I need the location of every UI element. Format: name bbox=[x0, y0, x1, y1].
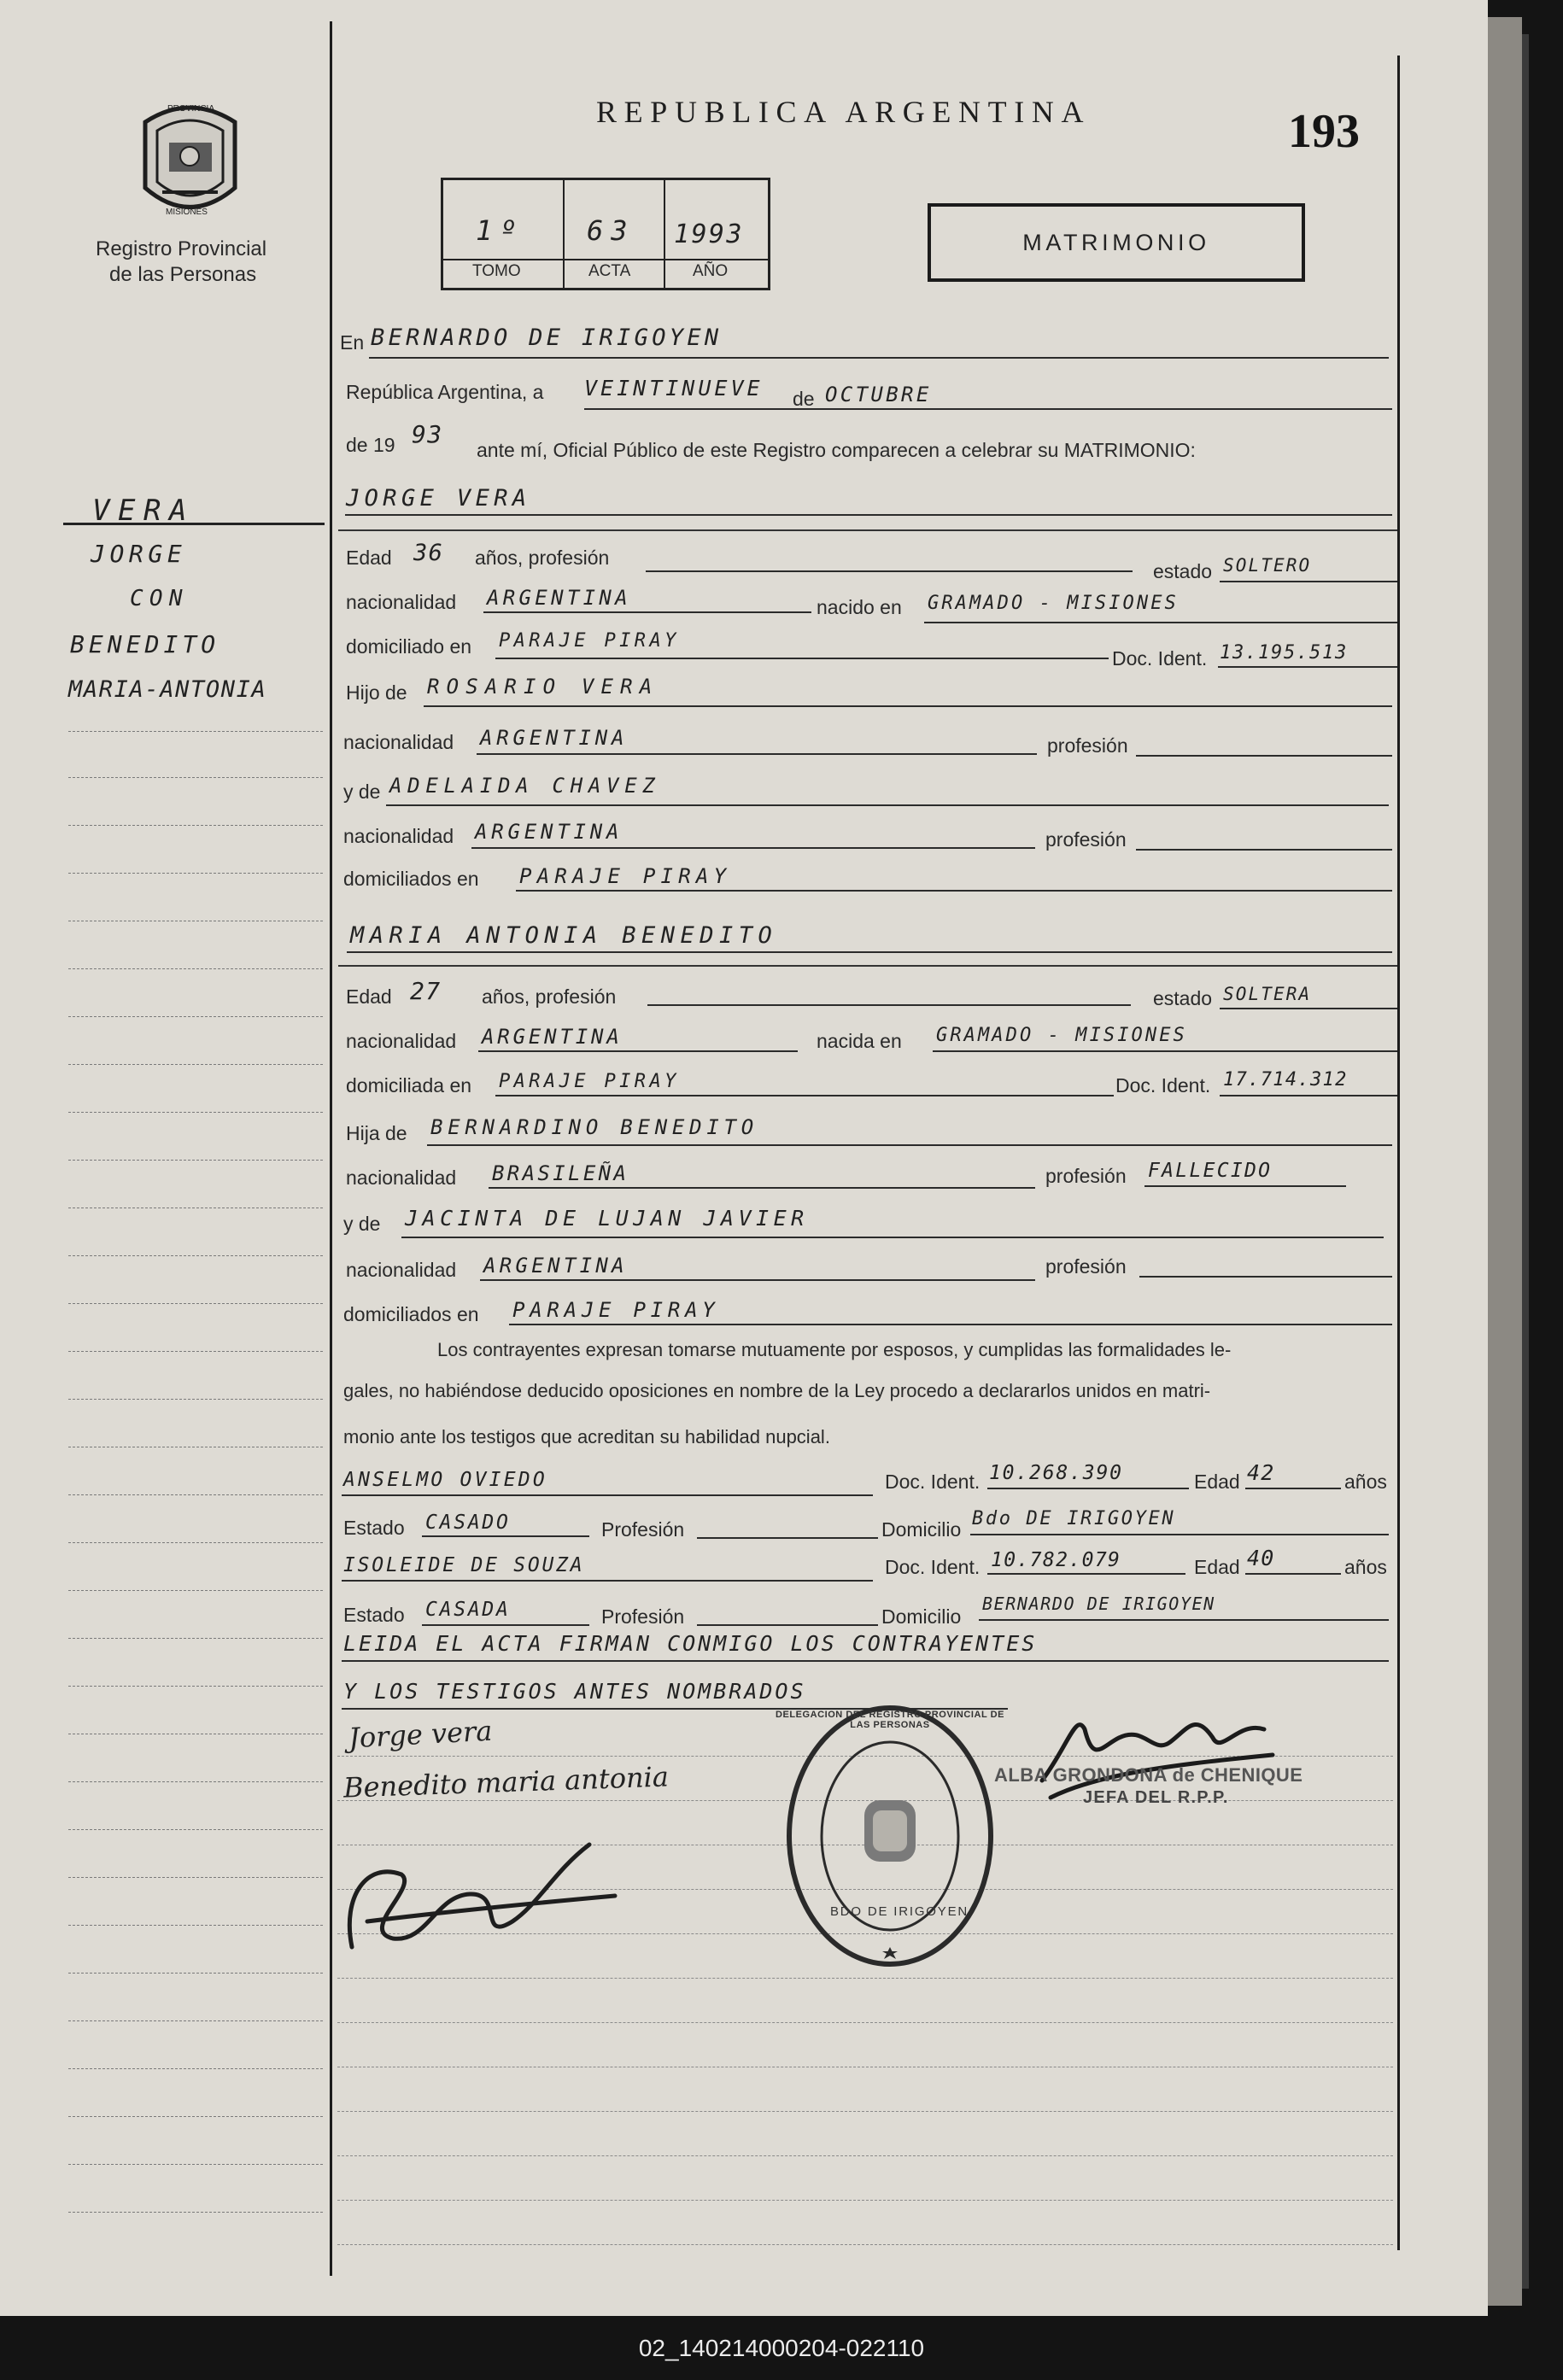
witness2-doc: 10.782.079 bbox=[991, 1549, 1121, 1571]
witness1-name: ANSELMO OVIEDO bbox=[343, 1469, 547, 1491]
witness2-estado: CASADA bbox=[425, 1599, 511, 1621]
groom-doc-label: Doc. Ident. bbox=[1112, 647, 1208, 670]
anio-label: AÑO bbox=[693, 262, 729, 280]
witness1-age: 42 bbox=[1247, 1460, 1275, 1485]
groom-parents-dom: PARAJE PIRAY bbox=[519, 864, 732, 888]
witness1-doc: 10.268.390 bbox=[989, 1462, 1123, 1484]
intro-en-label: En bbox=[340, 331, 365, 354]
witness2-anios-label: años bbox=[1344, 1556, 1387, 1578]
witness2-dom-label: Domicilio bbox=[881, 1605, 962, 1628]
signature-scribble-witness bbox=[333, 1793, 623, 1964]
tomo-label: TOMO bbox=[472, 262, 521, 280]
round-stamp-inner-text: BDO DE IRIGOYEN bbox=[830, 1904, 969, 1919]
intro-place: BERNARDO DE IRIGOYEN bbox=[371, 325, 723, 351]
bride-nacionalidad: ARGENTINA bbox=[482, 1025, 623, 1049]
closing-line2: Y LOS TESTIGOS ANTES NOMBRADOS bbox=[343, 1679, 806, 1704]
bride-hija-label: Hija de bbox=[346, 1122, 407, 1144]
country-title: REPUBLICA ARGENTINA bbox=[596, 95, 1092, 129]
bride-age: 27 bbox=[410, 977, 442, 1005]
bride-nacida-label: nacida en bbox=[817, 1030, 902, 1052]
round-stamp-icon bbox=[779, 1699, 1001, 1981]
official-title-stamp: JEFA DEL R.P.P. bbox=[1083, 1788, 1229, 1807]
groom-nacido-label: nacido en bbox=[817, 596, 902, 618]
witness1-domicilio: Bdo DE IRIGOYEN bbox=[972, 1508, 1176, 1529]
groom-y-de-label: y de bbox=[343, 781, 381, 803]
official-name-stamp: ALBA GRONDONA de CHENIQUE bbox=[994, 1764, 1303, 1786]
bride-father-prof: FALLECIDO bbox=[1148, 1160, 1273, 1182]
round-stamp bbox=[775, 1699, 1005, 1981]
witness1-edad-label: Edad bbox=[1194, 1471, 1240, 1493]
record-box bbox=[441, 178, 770, 290]
bride-doc: 17.714.312 bbox=[1223, 1069, 1348, 1091]
margin-surname-groom: VERA bbox=[92, 494, 195, 528]
witness2-domicilio: BERNARDO DE IRIGOYEN bbox=[982, 1593, 1215, 1614]
intro-day: VEINTINUEVE bbox=[584, 376, 764, 401]
seal-text-top: PROVINCIA bbox=[167, 104, 215, 114]
groom-age: 36 bbox=[413, 540, 444, 566]
groom-estado: SOLTERO bbox=[1223, 555, 1312, 576]
page-number: 193 bbox=[1288, 105, 1360, 158]
witness1-estado-label: Estado bbox=[343, 1517, 405, 1539]
bride-father-nac: BRASILEÑA bbox=[492, 1161, 629, 1185]
witness1-prof-label: Profesión bbox=[601, 1518, 685, 1541]
bride-dom-label: domiciliada en bbox=[346, 1074, 472, 1096]
witness2-edad-label: Edad bbox=[1194, 1556, 1240, 1578]
groom-mother-nac-label: nacionalidad bbox=[343, 825, 454, 847]
margin-con: CON bbox=[130, 586, 189, 611]
witness1-anios-label: años bbox=[1344, 1471, 1387, 1493]
intro-republica-label: República Argentina, a bbox=[346, 381, 544, 403]
groom-father: ROSARIO VERA bbox=[427, 675, 659, 699]
bride-anios-label: años, profesión bbox=[482, 985, 617, 1008]
margin-divider-line bbox=[330, 21, 332, 2276]
tomo-value: 1º bbox=[476, 214, 524, 247]
witness2-prof-label: Profesión bbox=[601, 1605, 685, 1628]
bride-mother-prof-label: profesión bbox=[1045, 1255, 1127, 1278]
groom-hijo-label: Hijo de bbox=[346, 681, 407, 704]
signature-bride: Benedito maria antonia bbox=[342, 1760, 670, 1804]
handwritten-signature-icon bbox=[333, 1793, 623, 1964]
book-page-edge bbox=[1488, 17, 1522, 2306]
groom-mother: ADELAIDA CHAVEZ bbox=[389, 774, 661, 798]
groom-mother-nac: ARGENTINA bbox=[475, 820, 623, 844]
witness2-age: 40 bbox=[1247, 1546, 1275, 1570]
witness1-dom-label: Domicilio bbox=[881, 1518, 962, 1541]
bride-y-de-label: y de bbox=[343, 1213, 381, 1235]
bride-parents-dom: PARAJE PIRAY bbox=[512, 1298, 720, 1322]
groom-father-nac-label: nacionalidad bbox=[343, 731, 454, 753]
groom-father-nac: ARGENTINA bbox=[480, 726, 629, 750]
groom-name: JORGE VERA bbox=[346, 485, 531, 512]
groom-nac-label: nacionalidad bbox=[346, 591, 457, 613]
bride-nac-label: nacionalidad bbox=[346, 1030, 457, 1052]
witness2-doc-label: Doc. Ident. bbox=[885, 1556, 981, 1578]
bride-estado: SOLTERA bbox=[1223, 984, 1312, 1004]
groom-nacionalidad: ARGENTINA bbox=[487, 586, 631, 610]
groom-parents-dom-label: domiciliados en bbox=[343, 868, 479, 890]
bride-father-nac-label: nacionalidad bbox=[346, 1167, 457, 1189]
anio-value: 1993 bbox=[674, 219, 744, 249]
bride-nacida-en: GRAMADO - MISIONES bbox=[936, 1025, 1187, 1046]
intro-ante-text: ante mí, Oficial Público de este Registro comparecen a celebrar su MATRIMONIO: bbox=[477, 439, 1196, 461]
signature-groom: Jorge vera bbox=[348, 1714, 494, 1755]
acta-value: 63 bbox=[587, 214, 635, 247]
round-stamp-outer-text: DELEGACION DEL REGISTRO PROVINCIAL DE LAS PERSONAS bbox=[775, 1710, 1005, 1730]
witness2-name: ISOLEIDE DE SOUZA bbox=[343, 1554, 585, 1576]
intro-month: OCTUBRE bbox=[825, 383, 932, 406]
bride-estado-label: estado bbox=[1153, 987, 1213, 1009]
groom-domicilio: PARAJE PIRAY bbox=[499, 630, 680, 652]
bride-father-prof-label: profesión bbox=[1045, 1165, 1127, 1187]
bride-mother: JACINTA DE LUJAN JAVIER bbox=[405, 1206, 809, 1231]
bride-parents-dom-label: domiciliados en bbox=[343, 1303, 479, 1325]
witness2-estado-label: Estado bbox=[343, 1604, 405, 1626]
groom-father-prof-label: profesión bbox=[1047, 734, 1128, 757]
bride-name: MARIA ANTONIA BENEDITO bbox=[350, 922, 778, 949]
acta-label: ACTA bbox=[588, 262, 631, 280]
bride-mother-nac: ARGENTINA bbox=[483, 1254, 628, 1278]
groom-nacido-en: GRAMADO - MISIONES bbox=[928, 593, 1179, 614]
bride-domicilio: PARAJE PIRAY bbox=[499, 1071, 680, 1092]
margin-name-bride: MARIA-ANTONIA bbox=[68, 676, 267, 703]
witness1-estado: CASADO bbox=[425, 1512, 511, 1534]
bride-edad-label: Edad bbox=[346, 985, 392, 1008]
declaration-line3: monio ante los testigos que acreditan su habilidad nupcial. bbox=[343, 1426, 830, 1447]
margin-name-groom: JORGE bbox=[91, 540, 187, 568]
bride-mother-nac-label: nacionalidad bbox=[346, 1259, 457, 1281]
scan-filename-footer: 02_140214000204-022110 bbox=[638, 2334, 925, 2361]
witness1-doc-label: Doc. Ident. bbox=[885, 1471, 981, 1493]
intro-de-label: de bbox=[793, 388, 815, 410]
declaration-line1: Los contrayentes expresan tomarse mutuamente por esposos, y cumplidas las formalidades le- bbox=[437, 1339, 1232, 1360]
intro-year-suffix: 93 bbox=[412, 420, 443, 448]
groom-dom-label: domiciliado en bbox=[346, 635, 472, 658]
right-border-line bbox=[1397, 56, 1400, 2250]
registry-name-line2: de las Personas bbox=[109, 263, 257, 286]
bride-doc-label: Doc. Ident. bbox=[1115, 1074, 1211, 1096]
groom-estado-label: estado bbox=[1153, 560, 1213, 582]
record-type-label: MATRIMONIO bbox=[1022, 229, 1210, 255]
groom-mother-prof-label: profesión bbox=[1045, 828, 1127, 851]
groom-anios-label: años, profesión bbox=[475, 547, 610, 569]
bride-father: BERNARDINO BENEDITO bbox=[430, 1115, 758, 1139]
registry-name-line1: Registro Provincial bbox=[96, 237, 267, 260]
record-type-box bbox=[928, 203, 1305, 282]
book-page-edge-shadow bbox=[1522, 34, 1529, 2289]
groom-edad-label: Edad bbox=[346, 547, 392, 569]
margin-surname-bride: BENEDITO bbox=[70, 630, 220, 658]
groom-doc: 13.195.513 bbox=[1220, 642, 1349, 664]
declaration-line2: gales, no habiéndose deducido oposiciones en nombre de la Ley procedo a declararlos unidos en matri- bbox=[343, 1380, 1211, 1401]
closing-line1: LEIDA EL ACTA FIRMAN CONMIGO LOS CONTRAYENTES bbox=[343, 1631, 1038, 1656]
intro-year-prefix: de 19 bbox=[346, 434, 395, 456]
seal-text-bottom: MISIONES bbox=[166, 208, 208, 217]
